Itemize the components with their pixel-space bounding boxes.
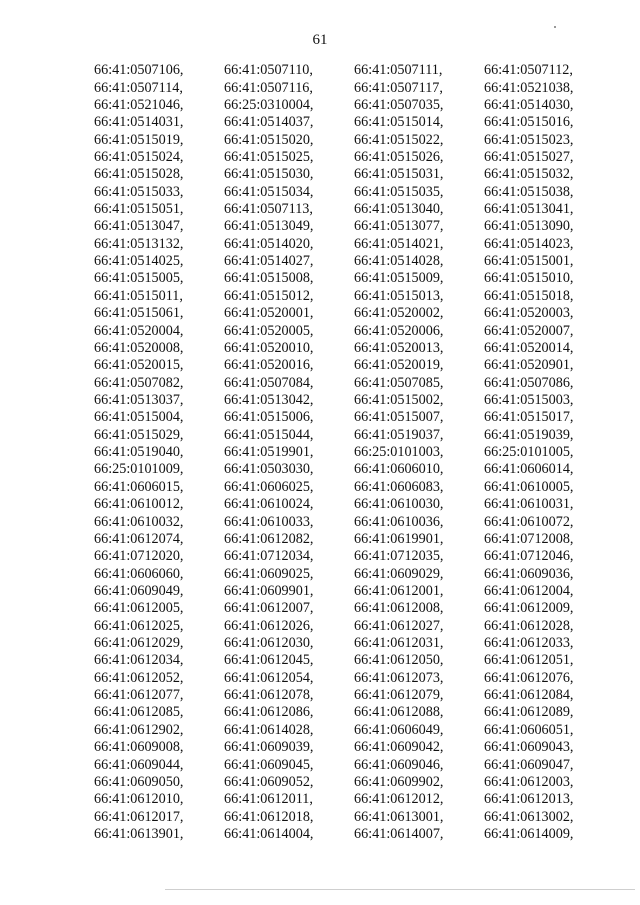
code-row	[94, 774, 614, 791]
cadastral-number: 66:41:0612033,	[484, 635, 574, 652]
cadastral-number: 66:41:0612078,	[224, 687, 314, 704]
page-number: 61	[312, 32, 328, 48]
cadastral-number: 66:41:0507112,	[484, 62, 573, 79]
cadastral-number: 66:41:0507114,	[94, 79, 183, 96]
cadastral-number: 66:41:0507086,	[484, 374, 574, 391]
cadastral-number: 66:41:0515038,	[484, 183, 574, 200]
cadastral-number: 66:41:0514023,	[484, 235, 574, 252]
cadastral-number: 66:41:0515028,	[94, 166, 184, 183]
cadastral-number: 66:41:0520004,	[94, 322, 184, 339]
cadastral-number: 66:41:0612076,	[484, 669, 574, 686]
cadastral-number: 66:41:0612028,	[484, 617, 574, 634]
cadastral-number: 66:41:0609044,	[94, 756, 184, 773]
cadastral-number: 66:41:0612045,	[224, 652, 314, 669]
code-row	[94, 305, 614, 322]
code-row	[94, 79, 614, 96]
cadastral-number: 66:41:0613001,	[354, 808, 444, 825]
cadastral-number: 66:41:0612005,	[94, 600, 184, 617]
cadastral-number: 66:41:0712020,	[94, 548, 184, 565]
cadastral-number: 66:41:0612007,	[224, 600, 314, 617]
cadastral-number: 66:41:0610033,	[224, 513, 314, 530]
cadastral-number: 66:41:0515003,	[484, 392, 574, 408]
cadastral-number: 66:41:0514037,	[224, 114, 314, 131]
code-row	[94, 201, 614, 218]
cadastral-number: 66:41:0515011,	[94, 287, 183, 304]
cadastral-number: 66:41:0507106,	[94, 62, 184, 79]
cadastral-number: 66:41:0610032,	[94, 513, 184, 530]
code-row	[94, 618, 614, 635]
cadastral-number: 66:41:0514021,	[354, 235, 444, 252]
cadastral-number: 66:41:0609047,	[484, 756, 574, 773]
cadastral-number: 66:41:0612073,	[354, 669, 444, 686]
cadastral-number: 66:41:0520015,	[94, 357, 184, 374]
code-row	[94, 322, 614, 339]
cadastral-number: 66:41:0515014,	[354, 114, 444, 131]
cadastral-number: 66:41:0513040,	[354, 201, 444, 218]
cadastral-number: 66:41:0515035,	[354, 183, 444, 200]
cadastral-number: 66:41:0712008,	[484, 530, 574, 547]
cadastral-number: 66:41:0515020,	[224, 131, 314, 148]
cadastral-number: 66:41:0612050,	[354, 652, 444, 669]
cadastral-number: 66:41:0520005,	[224, 322, 314, 339]
cadastral-number: 66:41:0612082,	[224, 530, 314, 547]
cadastral-number: 66:41:0515044,	[224, 426, 314, 443]
cadastral-number: 66:41:0515025,	[224, 148, 314, 165]
cadastral-number: 66:41:0610072,	[484, 513, 574, 530]
cadastral-number: 66:41:0515009,	[354, 270, 444, 287]
cadastral-number: 66:41:0612025,	[94, 617, 184, 634]
cadastral-number: 66:41:0612054,	[224, 669, 314, 686]
cadastral-number: 66:41:0606014,	[484, 461, 574, 478]
code-row	[94, 218, 614, 235]
cadastral-number: 66:41:0614009,	[484, 825, 574, 842]
cadastral-number: 66:41:0610031,	[484, 496, 574, 513]
cadastral-number: 66:41:0609036,	[484, 565, 574, 582]
cadastral-number: 66:41:0613901,	[94, 825, 184, 842]
code-row	[94, 496, 614, 513]
cadastral-number: 66:41:0609045,	[224, 756, 314, 773]
cadastral-number: 66:41:0515012,	[224, 287, 314, 304]
cadastral-number: 66:41:0612011,	[224, 791, 313, 808]
cadastral-number: 66:41:0515034,	[224, 183, 314, 200]
cadastral-number: 66:41:0520001,	[224, 305, 314, 322]
cadastral-number: 66:41:0612052,	[94, 669, 184, 686]
cadastral-number: 66:41:0515008,	[224, 270, 314, 287]
code-row	[94, 340, 614, 357]
cadastral-number: 66:41:0619901,	[354, 530, 444, 547]
cadastral-number: 66:41:0513042,	[224, 392, 314, 408]
cadastral-number: 66:41:0515032,	[484, 166, 574, 183]
cadastral-number: 66:41:0613002,	[484, 808, 574, 825]
cadastral-number: 66:41:0507111,	[354, 62, 443, 79]
cadastral-number: 66:41:0520002,	[354, 305, 444, 322]
code-row	[94, 288, 614, 305]
cadastral-number: 66:41:0520003,	[484, 305, 574, 322]
cadastral-number: 66:41:0507085,	[354, 374, 444, 391]
cadastral-number: 66:41:0514031,	[94, 114, 184, 131]
cadastral-number: 66:41:0513041,	[484, 201, 574, 218]
cadastral-number: 66:41:0519040,	[94, 444, 184, 461]
cadastral-number: 66:41:0612027,	[354, 617, 444, 634]
cadastral-number: 66:41:0712046,	[484, 548, 574, 565]
cadastral-number: 66:41:0515004,	[94, 409, 184, 426]
cadastral-number: 66:41:0520013,	[354, 339, 444, 356]
cadastral-number: 66:25:0101009,	[94, 461, 184, 478]
cadastral-number: 66:41:0520901,	[484, 357, 574, 374]
code-row	[94, 513, 614, 530]
cadastral-number: 66:41:0606049,	[354, 721, 444, 738]
cadastral-number: 66:41:0609029,	[354, 565, 444, 582]
code-row	[94, 357, 614, 374]
cadastral-number: 66:41:0519039,	[484, 426, 574, 443]
cadastral-number: 66:41:0507084,	[224, 374, 314, 391]
cadastral-number: 66:41:0612018,	[224, 808, 314, 825]
cadastral-number: 66:41:0609902,	[354, 773, 444, 790]
cadastral-number: 66:41:0515005,	[94, 270, 184, 287]
cadastral-number: 66:41:0609049,	[94, 582, 184, 599]
cadastral-number: 66:41:0514027,	[224, 253, 314, 270]
code-row	[94, 548, 614, 565]
cadastral-number: 66:41:0513090,	[484, 218, 574, 235]
cadastral-number: 66:41:0614007,	[354, 825, 444, 842]
cadastral-number: 66:41:0515006,	[224, 409, 314, 426]
cadastral-number: 66:41:0507110,	[224, 62, 313, 79]
code-row	[94, 722, 614, 739]
code-row	[94, 687, 614, 704]
cadastral-number: 66:41:0612086,	[224, 704, 314, 721]
code-row	[94, 826, 614, 843]
cadastral-number: 66:41:0612013,	[484, 791, 574, 808]
code-row	[94, 409, 614, 426]
cadastral-number: 66:41:0609043,	[484, 739, 574, 756]
code-row	[94, 253, 614, 270]
cadastral-number: 66:41:0606015,	[94, 478, 184, 495]
code-row	[94, 270, 614, 287]
code-row	[94, 652, 614, 669]
cadastral-number: 66:41:0513049,	[224, 218, 314, 235]
code-row	[94, 531, 614, 548]
code-row	[94, 427, 614, 444]
cadastral-number: 66:41:0513037,	[94, 392, 184, 408]
cadastral-number: 66:41:0513047,	[94, 218, 184, 235]
cadastral-number: 66:41:0609039,	[224, 739, 314, 756]
code-row	[94, 444, 614, 461]
cadastral-number: 66:41:0520006,	[354, 322, 444, 339]
code-row	[94, 114, 614, 131]
cadastral-number: 66:41:0520010,	[224, 339, 314, 356]
code-row	[94, 184, 614, 201]
cadastral-number: 66:41:0612902,	[94, 721, 184, 738]
cadastral-number: 66:41:0609046,	[354, 756, 444, 773]
cadastral-number: 66:41:0609025,	[224, 565, 314, 582]
cadastral-number: 66:41:0507113,	[224, 201, 313, 218]
cadastral-number: 66:41:0507035,	[354, 96, 444, 113]
cadastral-number: 66:41:0606051,	[484, 721, 574, 738]
cadastral-number: 66:41:0609052,	[224, 773, 314, 790]
cadastral-number: 66:41:0519037,	[354, 426, 444, 443]
cadastral-number: 66:41:0609008,	[94, 739, 184, 756]
cadastral-number: 66:41:0610030,	[354, 496, 444, 513]
cadastral-number-list	[94, 62, 614, 843]
cadastral-number: 66:41:0612017,	[94, 808, 184, 825]
cadastral-number: 66:41:0515024,	[94, 148, 184, 165]
code-row	[94, 392, 614, 409]
cadastral-number: 66:41:0606010,	[354, 461, 444, 478]
cadastral-number: 66:41:0609901,	[224, 582, 314, 599]
code-row	[94, 374, 614, 391]
cadastral-number: 66:41:0612012,	[354, 791, 444, 808]
cadastral-number: 66:41:0606025,	[224, 478, 314, 495]
cadastral-number: 66:41:0612085,	[94, 704, 184, 721]
cadastral-number: 66:41:0519901,	[224, 444, 314, 461]
cadastral-number: 66:41:0520016,	[224, 357, 314, 374]
cadastral-number: 66:41:0515026,	[354, 148, 444, 165]
cadastral-number: 66:41:0520007,	[484, 322, 574, 339]
code-row	[94, 756, 614, 773]
cadastral-number: 66:41:0507116,	[224, 79, 313, 96]
code-row	[94, 97, 614, 114]
cadastral-number: 66:41:0712035,	[354, 548, 444, 565]
cadastral-number: 66:41:0609042,	[354, 739, 444, 756]
cadastral-number: 66:41:0515022,	[354, 131, 444, 148]
scan-artifact	[554, 26, 556, 28]
code-row	[94, 704, 614, 721]
cadastral-number: 66:41:0507082,	[94, 374, 184, 391]
cadastral-number: 66:25:0101003,	[354, 444, 444, 461]
cadastral-number: 66:41:0515029,	[94, 426, 184, 443]
code-row	[94, 583, 614, 600]
cadastral-number: 66:41:0612003,	[484, 773, 574, 790]
cadastral-number: 66:41:0515061,	[94, 305, 184, 322]
code-row	[94, 166, 614, 183]
cadastral-number: 66:41:0513077,	[354, 218, 444, 235]
cadastral-number: 66:41:0612034,	[94, 652, 184, 669]
code-row	[94, 808, 614, 825]
code-row	[94, 670, 614, 687]
cadastral-number: 66:41:0514020,	[224, 235, 314, 252]
cadastral-number: 66:41:0515027,	[484, 148, 574, 165]
cadastral-number: 66:41:0612030,	[224, 635, 314, 652]
cadastral-number: 66:41:0610012,	[94, 496, 184, 513]
cadastral-number: 66:41:0515030,	[224, 166, 314, 183]
cadastral-number: 66:41:0515001,	[484, 253, 574, 270]
cadastral-number: 66:41:0612026,	[224, 617, 314, 634]
cadastral-number: 66:41:0515031,	[354, 166, 444, 183]
cadastral-number: 66:41:0612004,	[484, 582, 574, 599]
cadastral-number: 66:41:0503030,	[224, 461, 314, 478]
code-row	[94, 236, 614, 253]
cadastral-number: 66:41:0515002,	[354, 392, 444, 408]
cadastral-number: 66:41:0521038,	[484, 79, 574, 96]
cadastral-number: 66:41:0612010,	[94, 791, 184, 808]
code-row	[94, 62, 614, 79]
cadastral-number: 66:41:0520014,	[484, 339, 574, 356]
cadastral-number: 66:25:0101005,	[484, 444, 574, 461]
cadastral-number: 66:41:0612077,	[94, 687, 184, 704]
cadastral-number: 66:41:0610024,	[224, 496, 314, 513]
cadastral-number: 66:41:0507117,	[354, 79, 443, 96]
cadastral-number: 66:41:0612029,	[94, 635, 184, 652]
code-row	[94, 791, 614, 808]
cadastral-number: 66:41:0514030,	[484, 96, 574, 113]
cadastral-number: 66:41:0515017,	[484, 409, 574, 426]
cadastral-number: 66:41:0612088,	[354, 704, 444, 721]
cadastral-number: 66:41:0614004,	[224, 825, 314, 842]
code-row	[94, 479, 614, 496]
cadastral-number: 66:41:0514025,	[94, 253, 184, 270]
cadastral-number: 66:41:0612001,	[354, 582, 444, 599]
cadastral-number: 66:41:0610005,	[484, 478, 574, 495]
cadastral-number: 66:41:0612079,	[354, 687, 444, 704]
code-row	[94, 635, 614, 652]
cadastral-number: 66:41:0515018,	[484, 287, 574, 304]
cadastral-number: 66:41:0515010,	[484, 270, 574, 287]
cadastral-number: 66:41:0612008,	[354, 600, 444, 617]
code-row	[94, 461, 614, 478]
code-row	[94, 739, 614, 756]
cadastral-number: 66:41:0606060,	[94, 565, 184, 582]
cadastral-number: 66:41:0521046,	[94, 96, 184, 113]
cadastral-number: 66:41:0606083,	[354, 478, 444, 495]
cadastral-number: 66:41:0515033,	[94, 183, 184, 200]
cadastral-number: 66:41:0712034,	[224, 548, 314, 565]
cadastral-number: 66:41:0515051,	[94, 201, 184, 218]
code-row	[94, 131, 614, 148]
cadastral-number: 66:25:0310004,	[224, 96, 314, 113]
cadastral-number: 66:41:0515007,	[354, 409, 444, 426]
cadastral-number: 66:41:0515013,	[354, 287, 444, 304]
cadastral-number: 66:41:0612051,	[484, 652, 574, 669]
cadastral-number: 66:41:0609050,	[94, 773, 184, 790]
cadastral-number: 66:41:0514028,	[354, 253, 444, 270]
code-row	[94, 565, 614, 582]
cadastral-number: 66:41:0612074,	[94, 530, 184, 547]
cadastral-number: 66:41:0612009,	[484, 600, 574, 617]
cadastral-number: 66:41:0612089,	[484, 704, 574, 721]
cadastral-number: 66:41:0612084,	[484, 687, 574, 704]
code-row	[94, 600, 614, 617]
page-bottom-rule	[165, 889, 635, 890]
cadastral-number: 66:41:0515016,	[484, 114, 574, 131]
code-row	[94, 149, 614, 166]
cadastral-number: 66:41:0614028,	[224, 721, 314, 738]
cadastral-number: 66:41:0513132,	[94, 235, 184, 252]
cadastral-number: 66:41:0520008,	[94, 339, 184, 356]
cadastral-number: 66:41:0515019,	[94, 131, 184, 148]
cadastral-number: 66:41:0610036,	[354, 513, 444, 530]
cadastral-number: 66:41:0520019,	[354, 357, 444, 374]
cadastral-number: 66:41:0515023,	[484, 131, 574, 148]
cadastral-number: 66:41:0612031,	[354, 635, 444, 652]
